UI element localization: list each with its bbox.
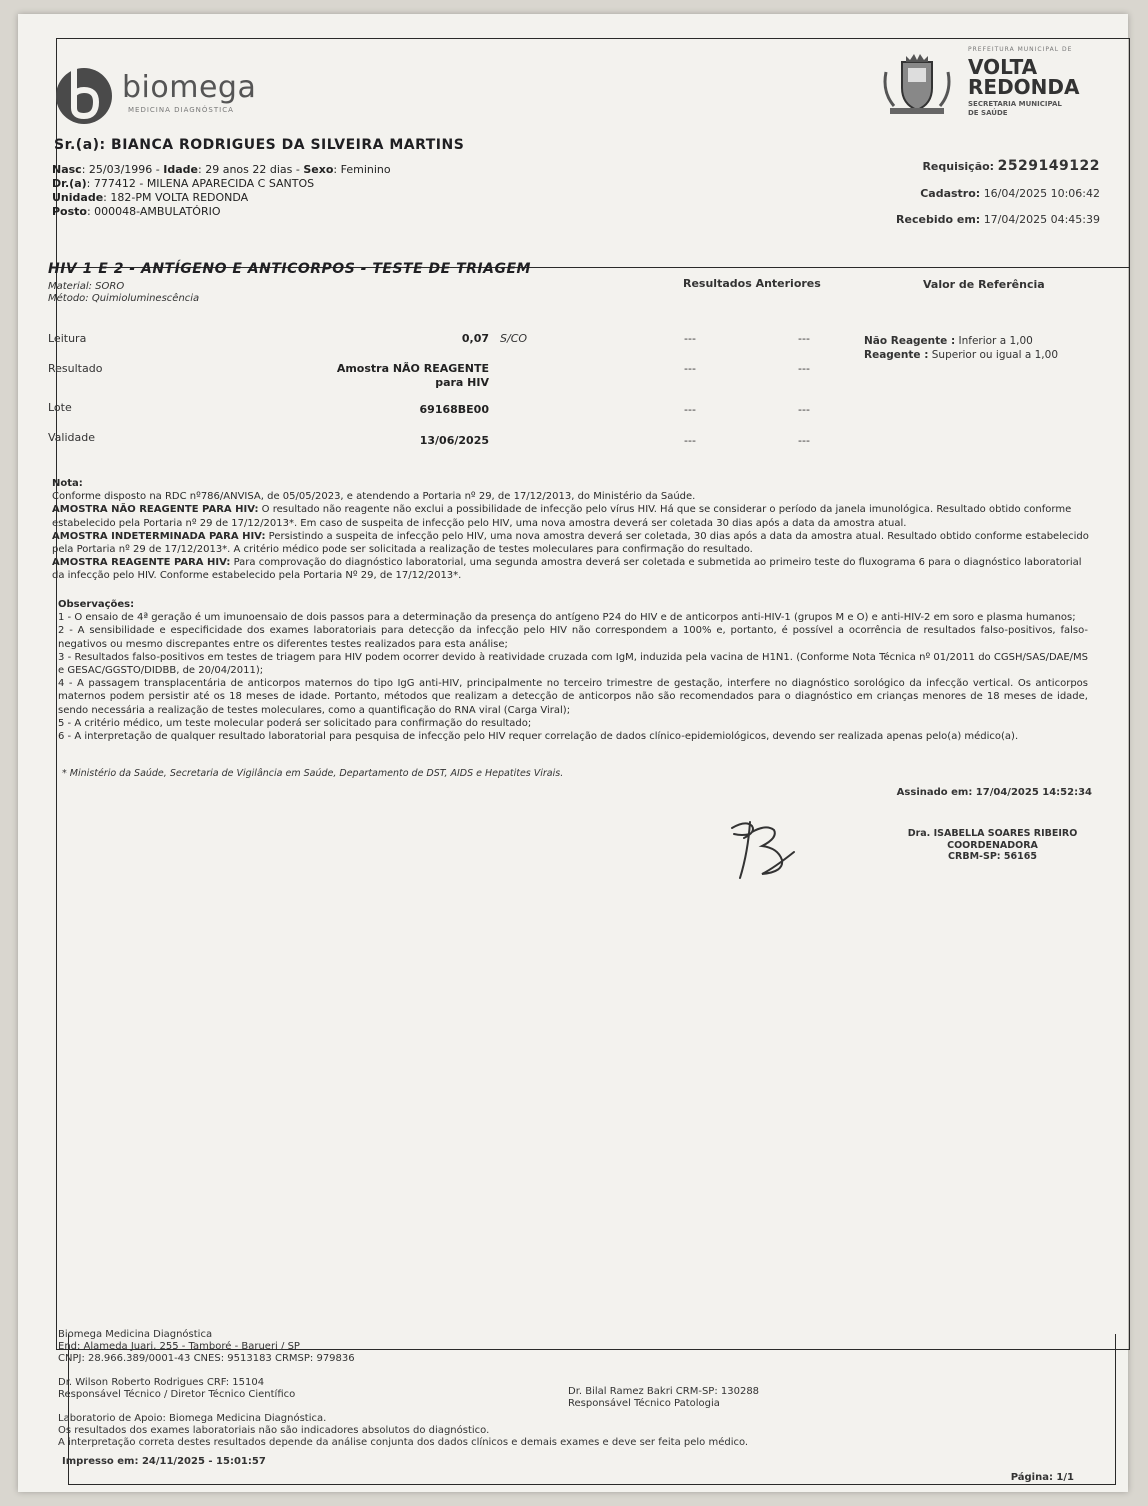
obs-item: 1 - O ensaio de 4ª geração é um imunoensaio de dois passos para a determinação da presença do antígeno P24 do HIV e de anticorpos anti-HIV-1 (grupos M e O) e anti-HIV-2 em soro e plasma humanos; xyxy=(58,612,1076,624)
footer-company-block xyxy=(58,1329,355,1365)
sexo-value: : Feminino xyxy=(333,163,391,176)
obs-item: 2 - A sensibilidade e especificidade dos exames laboratoriais para detecção da infecção pelo HIV não correspondem a 100% e, portanto, é possível a ocorrência de resultados falso-positivos, falso-negativos ou mesmo discrepantes entre os diferentes testes realizados para esta análise; xyxy=(58,625,1088,650)
municipality-dept2: DE SAÚDE xyxy=(968,109,1008,117)
cadastro-line xyxy=(920,187,1100,200)
cadastro-value: 16/04/2025 10:06:42 xyxy=(983,187,1100,200)
doctor-role: COORDENADORA xyxy=(947,839,1038,851)
resultado-prev-2: --- xyxy=(798,362,810,375)
validade-prev-2: --- xyxy=(798,434,810,447)
nota-nr-label: AMOSTRA NÃO REAGENTE PARA HIV: xyxy=(52,504,259,516)
leitura-prev-2: --- xyxy=(798,332,810,345)
material: Material: SORO xyxy=(48,281,125,292)
row-label-validade: Validade xyxy=(48,431,95,444)
nota-re-label: AMOSTRA REAGENTE PARA HIV: xyxy=(52,557,231,569)
nota-line-1: Conforme disposto na RDC nº786/ANVISA, de 05/05/2023, e atendendo a Portaria nº 29, de 17/12/2013, do Ministério da Saúde. xyxy=(52,491,696,503)
ministry-footnote: * Ministério da Saúde, Secretaria de Vigilância em Saúde, Departamento de DST, AIDS e Hepatites Virais. xyxy=(62,768,564,779)
footer-pat-name: Dr. Bilal Ramez Bakri CRM-SP: 130288 xyxy=(568,1386,760,1397)
nota-re-text: Para comprovação do diagnóstico laboratorial, uma segunda amostra deverá ser coletada e submetida ao primeiro teste do fluxograma 6 para o diagnóstico laboratorial da infecção pelo HIV. Conforme estabelecido pela Portaria Nº 29, de 17/12/2013*. xyxy=(52,557,1082,582)
validade-value: 13/06/2025 xyxy=(419,434,489,447)
footer-pathology-block xyxy=(568,1386,759,1410)
recebido-value: 17/04/2025 04:45:39 xyxy=(983,213,1100,226)
metodo: Método: Quimioluminescência xyxy=(48,293,200,304)
municipality-line1: VOLTA xyxy=(968,55,1038,79)
nasc-value: : 25/03/1996 - xyxy=(81,163,164,176)
nota-ind-text: Persistindo a suspeita de infecção pelo HIV, uma nova amostra deverá ser coletada, 30 dias após a data da amostra atual. Resultado obtido conforme estabelecido pela Portaria nº 29 de 17/12/2013*. A critério médico pode ser solicitada a realização de testes moleculares para confirmação do resultado. xyxy=(52,530,1089,556)
observacoes-block xyxy=(58,598,1088,743)
row-label-lote: Lote xyxy=(48,401,72,414)
footer-rt-name: Dr. Wilson Roberto Rodrigues CRF: 15104 xyxy=(58,1377,265,1388)
report-page xyxy=(18,14,1128,1492)
dr-label: Dr.(a) xyxy=(52,177,87,190)
ref1-value: Inferior a 1,00 xyxy=(955,335,1033,347)
footer-support: Laboratorio de Apoio: Biomega Medicina Diagnóstica. xyxy=(58,1413,327,1424)
municipality-line2: REDONDA xyxy=(968,75,1080,99)
row-label-leitura: Leitura xyxy=(48,332,87,345)
unidade-line xyxy=(52,191,248,205)
leitura-unit: S/CO xyxy=(500,332,528,345)
cadastro-label: Cadastro: xyxy=(920,187,981,200)
recebido-label: Recebido em: xyxy=(896,213,981,226)
patient-birth-line xyxy=(52,163,391,177)
nasc-label: Nasc xyxy=(52,163,82,176)
validade-prev-1: --- xyxy=(684,434,696,447)
row-label-resultado: Resultado xyxy=(48,362,103,375)
nota-title: Nota: xyxy=(52,478,83,489)
sexo-label: Sexo xyxy=(303,163,334,176)
nota-ind-label: AMOSTRA INDETERMINADA PARA HIV: xyxy=(52,530,266,542)
footer-address: End: Alameda Juari, 255 - Tamboré - Barueri / SP xyxy=(58,1341,300,1352)
ref-line-2 xyxy=(864,348,1058,362)
lote-prev-2: --- xyxy=(798,403,810,416)
municipality-dept1: SECRETARIA MUNICIPAL xyxy=(968,100,1062,108)
ref2-label: Reagente : xyxy=(864,349,929,361)
footer-disclaimer-1: Os resultados dos exames laboratoriais não são indicadores absolutos do diagnóstico. xyxy=(58,1425,490,1436)
reference-values xyxy=(864,334,1058,362)
nota-nr-text: O resultado não reagente não exclui a possibilidade de infecção pelo vírus HIV. Há que se considerar o período da janela imunológica. Resultado obtido conforme estabelecido pela Portaria nº 29 de 17/12/2013*. Em caso de suspeita de infecção pelo HIV, uma nova amostra deverá ser coletada 30 dias após a data da amostra atual. xyxy=(52,504,1072,529)
doctor-line xyxy=(52,177,314,191)
idade-label: Idade xyxy=(163,163,199,176)
page-number: Página: 1/1 xyxy=(1010,1472,1074,1483)
test-title: HIV 1 E 2 - ANTÍGENO E ANTICORPOS - TESTE DE TRIAGEM xyxy=(48,261,531,277)
footer-rt-block xyxy=(58,1377,295,1401)
municipality-logo xyxy=(968,46,1098,120)
handwritten-signature-icon xyxy=(722,812,812,884)
posto-value: : 000048-AMBULATÓRIO xyxy=(86,205,221,218)
requisicao-label: Requisição: xyxy=(922,160,995,173)
lote-prev-1: --- xyxy=(684,403,696,416)
requisicao-line xyxy=(922,158,1100,174)
observacoes-title: Observações: xyxy=(58,599,135,610)
logo-text: biomega xyxy=(122,70,257,105)
nota-nr xyxy=(52,503,1092,529)
signing-doctor xyxy=(900,828,1085,863)
recebido-line xyxy=(896,213,1100,226)
footer-company: Biomega Medicina Diagnóstica xyxy=(58,1329,213,1340)
requisicao-number: 2529149122 xyxy=(997,158,1100,174)
footer-pat-role: Responsável Técnico Patologia xyxy=(568,1398,720,1409)
footer-disclaimer-2: A interpretação correta destes resultados depende da análise conjunta dos dados clínicos e demais exames e deve ser feita pelo médico. xyxy=(58,1437,749,1448)
resultado-value: Amostra NÃO REAGENTE xyxy=(336,362,489,375)
posto-label: Posto xyxy=(52,205,87,218)
leitura-value: 0,07 xyxy=(461,332,489,345)
leitura-prev-1: --- xyxy=(684,332,696,345)
footer-disclaimer-block xyxy=(58,1413,748,1449)
obs-item: 5 - A critério médico, um teste molecular poderá ser solicitado para confirmação do resultado; xyxy=(58,717,532,729)
doctor-crbm: CRBM-SP: 56165 xyxy=(948,851,1037,862)
obs-item: 3 - Resultados falso-positivos em testes de triagem para HIV podem ocorrer devido à reatividade cruzada com IgM, induzida pela vacina de H1N1. (Conforme Nota Técnica nº 01/2011 do CGSH/SAS/DAE/MS e GESAC/GGSTO/DIDBB, de 20/04/2011); xyxy=(58,651,1088,677)
signed-at: Assinado em: 17/04/2025 14:52:34 xyxy=(896,787,1092,798)
footer-rt-role: Responsável Técnico / Diretor Técnico Científico xyxy=(58,1389,296,1400)
nota-block xyxy=(52,477,1092,583)
obs-item: 6 - A interpretação de qualquer resultado laboratorial para pesquisa de infecção pelo HIV requer correlação de dados clínico-epidemiológicos, devendo ser realizada apenas pelo(a) médico(a). xyxy=(58,731,1019,743)
resultado-prev-1: --- xyxy=(684,362,696,375)
city-crest-icon xyxy=(880,52,954,116)
nota-re xyxy=(52,556,1092,582)
patient-name: Sr.(a): BIANCA RODRIGUES DA SILVEIRA MARTINS xyxy=(54,137,465,153)
printed-at: Impresso em: 24/11/2025 - 15:01:57 xyxy=(62,1456,266,1467)
doctor-name: Dra. ISABELLA SOARES RIBEIRO xyxy=(907,828,1078,839)
logo-subtitle: MEDICINA DIAGNÓSTICA xyxy=(128,106,234,114)
ref2-value: Superior ou igual a 1,00 xyxy=(928,349,1058,361)
lote-value: 69168BE00 xyxy=(419,403,489,416)
posto-line xyxy=(52,205,221,219)
obs-item: 4 - A passagem transplacentária de anticorpos maternos do tipo IgG anti-HIV, principalmente no terceiro trimestre de gestação, interfere no diagnóstico sorológico da infecção vertical. Os anticorpos maternos podem persistir até os 18 meses de idade. Portanto, métodos que realizam a detecção de anticorpos não são recomendados para o diagnóstico em crianças menores de 18 meses de idade, sendo necessária a realização de testes moleculares, como a quantificação do RNA viral (Carga Viral); xyxy=(58,678,1088,716)
municipality-top: PREFEITURA MUNICIPAL DE xyxy=(968,46,1073,53)
dr-value: : 777412 - MILENA APARECIDA C SANTOS xyxy=(86,177,315,190)
col-previous-results: Resultados Anteriores xyxy=(683,277,821,290)
nota-ind xyxy=(52,530,1092,556)
col-reference: Valor de Referência xyxy=(923,278,1045,291)
resultado-value-2: para HIV xyxy=(435,376,489,389)
footer-ids: CNPJ: 28.966.389/0001-43 CNES: 9513183 CRMSP: 979836 xyxy=(58,1353,355,1364)
ref-line-1 xyxy=(864,334,1058,348)
ref1-label: Não Reagente : xyxy=(864,335,956,347)
biomega-logo-icon xyxy=(52,58,112,128)
unidade-label: Unidade xyxy=(52,191,104,204)
idade-value: : 29 anos 22 dias - xyxy=(198,163,304,176)
unidade-value: : 182-PM VOLTA REDONDA xyxy=(103,191,249,204)
